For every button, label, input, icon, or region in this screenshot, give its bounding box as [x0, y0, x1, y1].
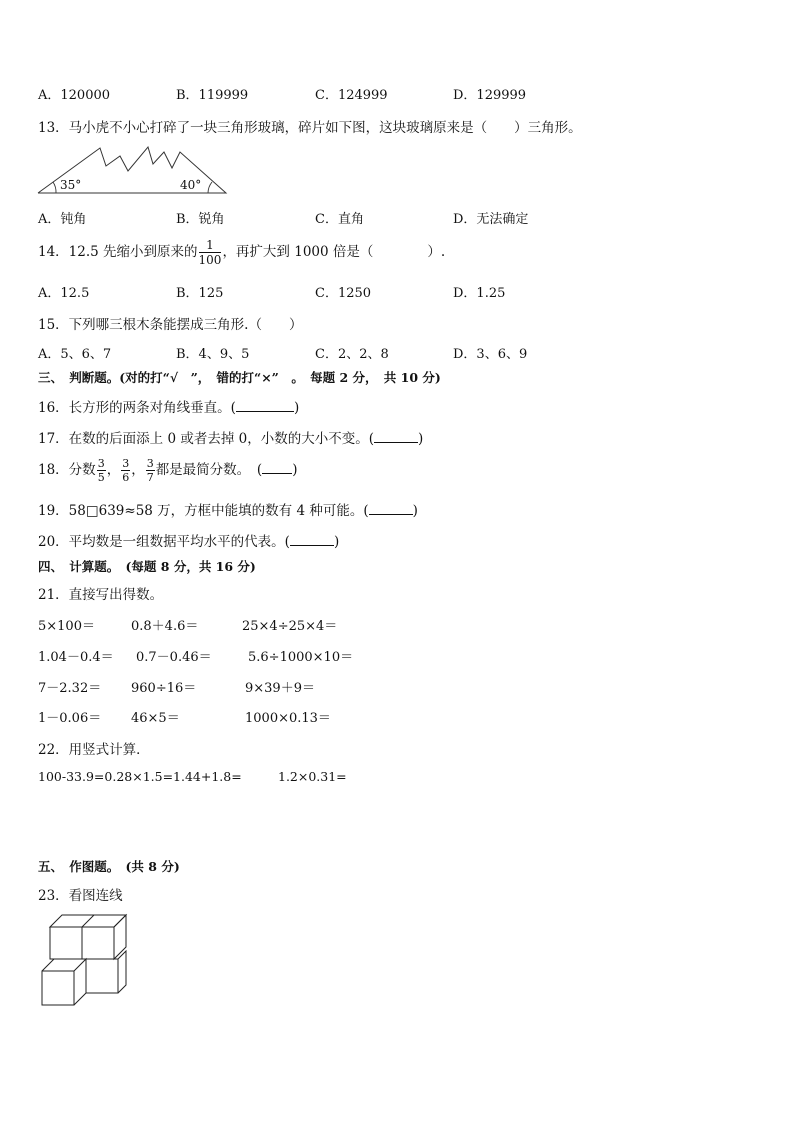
- cube-front-upper-left: [50, 927, 82, 959]
- q14-stem-before: 14．12.5 先缩小到原来的: [38, 244, 198, 260]
- q21-item: 0.7－0.46＝: [136, 650, 212, 665]
- q21-item: 9×39＋9＝: [245, 681, 315, 696]
- q14-stem-after: ，再扩大到 1000 倍是（ ）.: [222, 244, 446, 260]
- q19: [38, 499, 418, 519]
- section-5-title: 五、 作图题。 (共 8 分): [38, 859, 180, 874]
- q15-option-d: D．3、6、9: [453, 347, 528, 362]
- section-4-title: 四、 计算题。 (每题 8 分，共 16 分): [38, 559, 256, 574]
- q17-text: 17．在数的后面添上 0 或者去掉 0，小数的大小不变。(: [38, 431, 374, 447]
- q18-fraction-2-denominator: 6: [122, 471, 130, 484]
- q14-option-c: C．1250: [315, 286, 372, 301]
- q12-option-d: D．129999: [453, 88, 527, 103]
- q15-option-b: B．4、9、5: [176, 347, 250, 362]
- q21-stem: 21．直接写出得数。: [38, 587, 164, 603]
- q21-item: 960÷16＝: [131, 681, 197, 696]
- q21-item: 1－0.06＝: [38, 711, 102, 726]
- q22-expression-right: 1.2×0.31=: [278, 769, 347, 784]
- q23-stem: 23．看图连线: [38, 888, 123, 904]
- q18-answer-blank[interactable]: [262, 461, 292, 474]
- q13-option-c: C．直角: [315, 212, 364, 227]
- q18-fraction-3: [146, 458, 155, 483]
- q21-item: 5×100＝: [38, 619, 95, 634]
- q14-fraction: [199, 239, 222, 266]
- q16-answer-blank[interactable]: [236, 399, 294, 412]
- cube-front-upper-right: [82, 927, 114, 959]
- q13-option-d: D．无法确定: [453, 212, 529, 227]
- q21-item: 1.04－0.4＝: [38, 650, 114, 665]
- q21-item: 1000×0.13＝: [245, 711, 331, 726]
- q12-option-a: A．120000: [38, 88, 111, 103]
- angle-arc-left: [53, 182, 56, 193]
- q17-close: ): [418, 431, 424, 447]
- q14-fraction-denominator: 100: [198, 253, 222, 267]
- q15-option-c: C．2、2、8: [315, 347, 389, 362]
- q18-fraction-1-numerator: 3: [97, 457, 105, 470]
- q18-separator-2: ，: [131, 462, 145, 478]
- q14-option-b: B．125: [176, 286, 224, 301]
- q18-fraction-2-numerator: 3: [122, 457, 130, 470]
- q13-option-b: B．锐角: [176, 212, 225, 227]
- cube-side-lower: [118, 951, 126, 993]
- q18-close: ): [292, 462, 298, 478]
- q22-stem: 22．用竖式计算．: [38, 742, 150, 758]
- q21-item: 46×5＝: [131, 711, 180, 726]
- q16: [38, 396, 299, 416]
- q21-item: 25×4÷25×4＝: [242, 619, 338, 634]
- q15-option-a: A．5、6、7: [38, 347, 112, 362]
- q18-suffix: 都是最简分数。 (: [155, 462, 263, 478]
- q18-prefix: 18．分数: [38, 462, 96, 478]
- q16-close: ): [293, 400, 300, 416]
- q14-option-d: D．1.25: [453, 286, 506, 301]
- q14-option-a: A．12.5: [38, 286, 90, 301]
- cube-lower-middle: [74, 959, 86, 1005]
- q18: [38, 454, 298, 486]
- q12-option-b: B．119999: [176, 88, 249, 103]
- q13-stem: 13．马小虎不小心打碎了一块三角形玻璃，碎片如下图，这块玻璃原来是（ ）三角形。: [38, 120, 582, 136]
- q20-answer-blank[interactable]: [290, 533, 334, 546]
- q20-close: ): [333, 534, 340, 550]
- q13-angle-left-label: 35°: [60, 178, 82, 192]
- q21-item: 7－2.32＝: [38, 681, 102, 696]
- section-3-title: 三、 判断题。(对的打“√ ”， 错的打“×” 。 每题 2 分， 共 10 分): [38, 370, 441, 385]
- q19-answer-blank[interactable]: [369, 502, 413, 515]
- cube-top-divider: [82, 915, 94, 927]
- q20: [38, 530, 339, 550]
- q21-item: 5.6÷1000×10＝: [248, 650, 354, 665]
- q13-option-a: A．钝角: [38, 212, 87, 227]
- q18-fraction-1: [97, 458, 106, 483]
- q16-text: 16．长方形的两条对角线垂直。(: [38, 400, 236, 416]
- angle-arc-right: [208, 182, 212, 193]
- q15-stem: 15．下列哪三根木条能摆成三角形.（ ）: [38, 317, 303, 333]
- q18-fraction-3-denominator: 7: [146, 471, 154, 484]
- q20-text: 20．平均数是一组数据平均水平的代表。(: [38, 534, 290, 550]
- q18-separator-1: ，: [106, 462, 121, 478]
- q14-fraction-numerator: 1: [199, 239, 222, 253]
- q19-text: 19．58□639≈58 万，方框中能填的数有 4 种可能。(: [38, 503, 369, 519]
- q13-angle-right-label: 40°: [180, 178, 202, 192]
- cube-stack-figure: [40, 913, 130, 1009]
- q22-expression-left: 100-33.9=0.28×1.5=1.44+1.8=: [38, 769, 242, 784]
- q17-answer-blank[interactable]: [374, 430, 418, 443]
- q14-stem: [38, 236, 445, 268]
- cube-front-lower-left: [42, 971, 74, 1005]
- q17: [38, 427, 423, 447]
- q18-fraction-1-denominator: 5: [97, 471, 105, 484]
- q19-close: ): [412, 503, 418, 519]
- q18-fraction-2: [121, 458, 130, 483]
- q18-fraction-3-numerator: 3: [146, 457, 154, 470]
- cube-front-lower-right: [86, 959, 118, 993]
- q21-item: 0.8＋4.6＝: [131, 619, 199, 634]
- q12-option-c: C．124999: [315, 88, 388, 103]
